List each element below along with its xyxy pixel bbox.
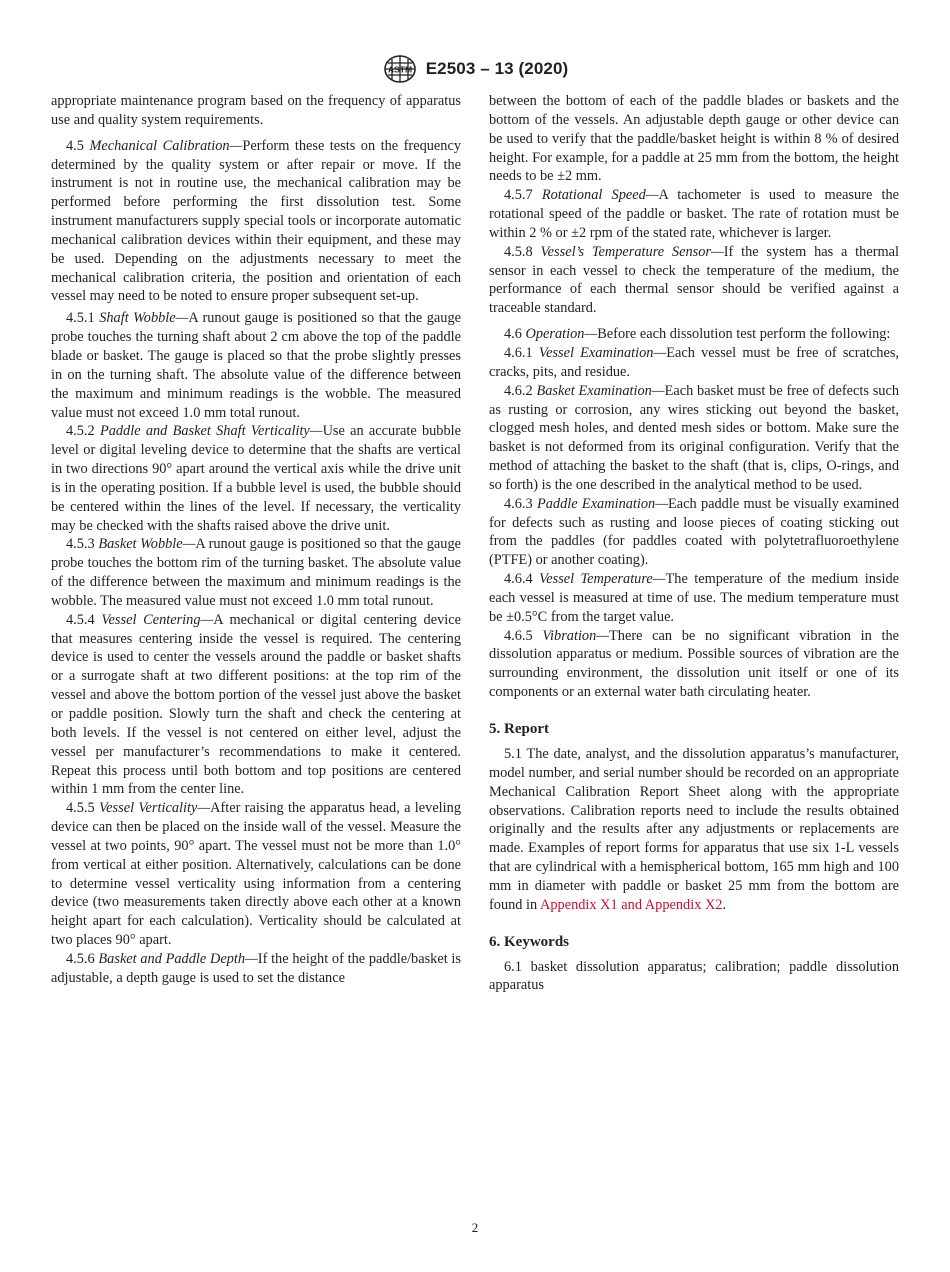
section-4-5-5: 4.5.5 Vessel Verticality—After raising the apparatus head, a leveling device can then be placed on the inside wall of the vessel. Measure the vessel at two points, 90° apart. The vessel must not be more than 1.0° from vertical at either position. Alternatively, calculations can be done to determine vessel verticality using information from a centering device (two measurements taken directly above each other at a known height apart for each calculation). Verticality should be calculated at two places 90° apart. — [51, 800, 461, 949]
section-4-5-3: 4.5.3 Basket Wobble—A runout gauge is positioned so that the gauge probe touches the bottom rim of the turning basket. The absolute value of the difference between the maximum and minimum readings is the wobble. The measured value must not exceed 1.0 mm total runout. — [51, 536, 461, 609]
section-4-5-7: 4.5.7 Rotational Speed—A tachometer is used to measure the rotational speed of the paddle or basket. The rate of rotation must be within 2 % or ±2 rpm of the stated rate, whichever is larger. — [489, 187, 899, 241]
section-title: Basket and Paddle Depth— — [98, 950, 258, 967]
section-4-6-4: 4.6.4 Vessel Temperature—The temperature of the medium inside each vessel is measured at time of use. The medium temperature must be ±0.5°C from the target value. — [489, 571, 899, 625]
right-column — [489, 92, 899, 995]
section-title: Mechanical Calibration— — [89, 137, 243, 154]
section-title: Vessel Temperature— — [539, 571, 666, 588]
section-4-5-8: 4.5.8 Vessel’s Temperature Sensor—If the system has a thermal sensor in each vessel to check the temperature of the medium, the performance of each thermal sensor should be verified against a traceable standard. — [489, 243, 899, 317]
section-4-5-1: 4.5.1 Shaft Wobble—A runout gauge is positioned so that the gauge probe touches the turning shaft about 2 cm above the top of the paddle blade or basket. The gauge is placed so that the probe slightly presses in on the turning shaft. The absolute value of the difference between the maximum and minimum readings is the wobble. The measured value must not exceed 1.0 mm total runout. — [51, 310, 461, 421]
astm-logo-icon — [382, 54, 418, 84]
section-6-1: 6.1 basket dissolution apparatus; calibration; paddle dissolution apparatus — [489, 958, 899, 994]
section-4-5: 4.5 Mechanical Calibration—Perform these tests on the frequency determined by the quality system or after repair or move. If the instrument is not in routine use, the mechanical calibration may be performed before performing the first dissolution test. Some instrument manufacturers supply special tools or incorporate automatic mechanical calibration devices within their equipment, and these may be used. Depending on the adjustments necessary to meet the mechanical calibration criteria, the position and orientation of each vessel may need to be noted to ensure proper subsequent set-up. — [51, 137, 461, 305]
section-4-5-6: 4.5.6 Basket and Paddle Depth—If the height of the paddle/basket is adjustable, a depth gauge is used to set the distance — [51, 950, 461, 986]
section-4-6-1: 4.6.1 Vessel Examination—Each vessel must be free of scratches, cracks, pits, and residue. — [489, 344, 900, 380]
section-4-6-2: 4.6.2 Basket Examination—Each basket must be free of defects such as rusting or corrosion, any wires sticking out beyond the basket, clogged mesh holes, and dented mesh sides or bottom. Make sure the basket is not deformed from its original configuration. Verify that the method of attaching the basket to the shaft (that is, clips, O-rings, and so forth) is the one described in the analytical method to be used. — [489, 382, 899, 493]
section-4-6: 4.6 Operation—Before each dissolution test perform the following: — [504, 326, 891, 343]
section-title: Vessel Examination— — [538, 344, 667, 361]
section-title: Basket Wobble— — [98, 536, 196, 553]
section-title: Paddle and Basket Shaft Verticality— — [99, 423, 323, 440]
appendix-link[interactable]: Appendix X1 and Appendix X2 — [540, 896, 723, 913]
left-column — [51, 92, 461, 988]
section-4-5-4: 4.5.4 Vessel Centering—A mechanical or digital centering device that measures centering inside the vessel is required. The centering device is used to center the vessels around the paddle or basket shafts or a surrogate shaft at two different positions: at the top rim of the vessel and above the bottom portion of the vessel just above the basket or paddle position. Slowly turn the shaft and check the centering at both levels. If the vessel is not centered on either level, adjust the vessel per manufacturer’s recommendations to make it centered. Repeat this process until both bottom and top positions are centered within 1 mm from the center line. — [51, 611, 461, 798]
section-title: Vessel’s Temperature Sensor— — [540, 243, 724, 260]
section-title: Vibration— — [542, 627, 610, 644]
section-4-6-3: 4.6.3 Paddle Examination—Each paddle must be visually examined for defects such as rusting and loose pieces of coating sticking out from the paddles (for paddles coated with polytetrafluoroethylene (PTFE) or another coating). — [489, 495, 899, 569]
paragraph-continued: appropriate maintenance program based on the frequency of apparatus use and quality system requirements. — [51, 93, 461, 128]
section-4-6-5: 4.6.5 Vibration—There can be no significant vibration in the dissolution apparatus or medium. Possible sources of vibration are the surrounding environment, the dissolution unit itself or one of its components or an external water bath circulating heater. — [489, 627, 899, 701]
document-id: E2503 – 13 (2020) — [425, 59, 569, 78]
section-title: Rotational Speed— — [541, 187, 659, 204]
paragraph-continued: between the bottom of each of the paddle blades or baskets and the bottom of the vessels. An adjustable depth gauge or other device can be used to verify that the paddle/basket height is within 8 % of desired height. For example, for a paddle at 25 mm from the bottom, the height needs to be ±2 mm. — [489, 93, 899, 185]
section-title: Operation— — [525, 326, 598, 343]
section-title: Vessel Verticality— — [99, 800, 211, 817]
section-title: Basket Examination— — [536, 382, 665, 399]
section-5-1: 5.1 The date, analyst, and the dissolution apparatus’s manufacturer, model number, and serial number should be recorded on an appropriate Mechanical Calibration Report Sheet along with the appropriate observations. Calibration reports need to include the results obtained originally and the results after any adjustments or replacements are made. Examples of report forms for apparatus that use six 1-L vessels that are cylindrical with a hemispherical bottom, 165 mm high and 100 mm in diameter with paddle or basket 25 mm from the bottom are found in Appendix X1 and Appendix X2. — [489, 746, 899, 913]
report-heading: 5. Report — [489, 721, 549, 737]
section-title: Shaft Wobble— — [99, 310, 189, 327]
page-number: 2 — [471, 1220, 479, 1235]
page-header — [0, 52, 950, 86]
keywords-heading: 6. Keywords — [489, 933, 569, 950]
section-title: Vessel Centering— — [101, 611, 214, 628]
logo-text: ASTM — [387, 64, 412, 75]
section-4-5-2: 4.5.2 Paddle and Basket Shaft Verticality—Use an accurate bubble level or digital leveling device to determine that the shafts are vertical in two directions 90° apart around the vertical axis while the drive unit is in the operating position. If a bubble level is used, the bubble should be centered within the lines of the level. If necessary, the verticality may be checked with the shafts raised above the drive unit. — [51, 423, 461, 534]
section-title: Paddle Examination— — [537, 495, 668, 512]
